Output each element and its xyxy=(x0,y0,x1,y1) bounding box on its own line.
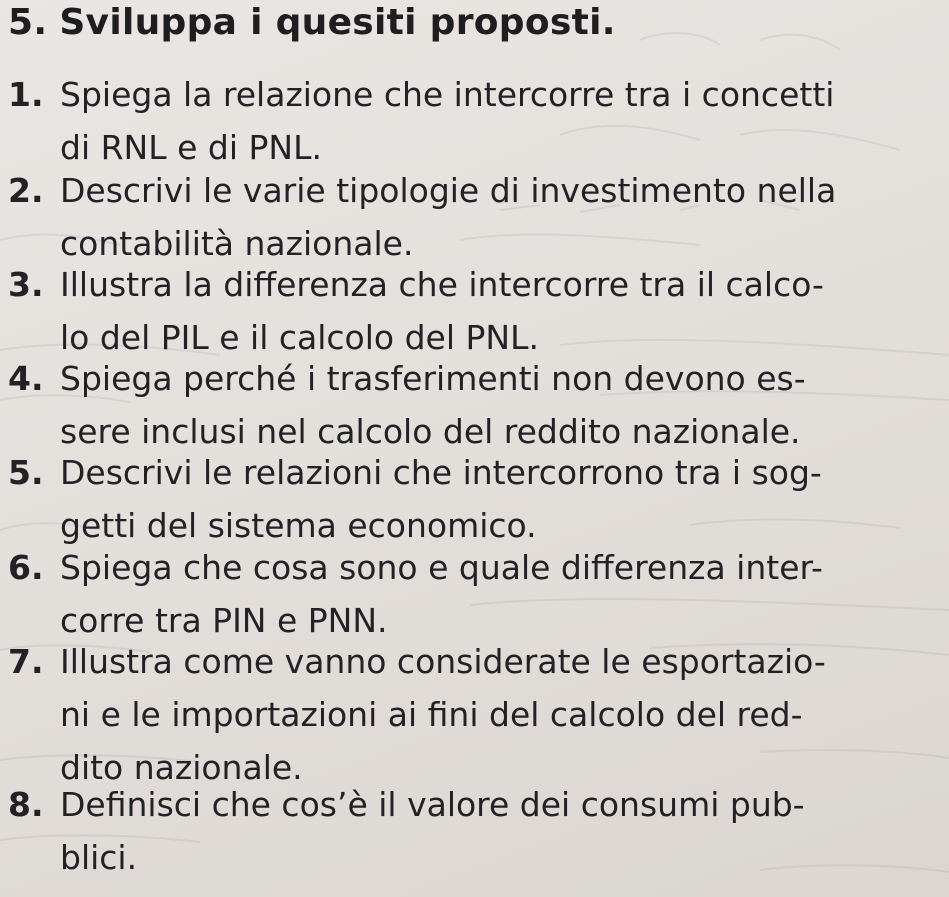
question-number: 8. xyxy=(8,785,44,824)
question-number: 6. xyxy=(8,548,44,587)
question-number: 4. xyxy=(8,359,44,398)
question-2 xyxy=(8,164,836,270)
question-text-line: Spiega perché i trasferimenti non devono es- xyxy=(60,359,806,398)
question-text-line: Illustra come vanno considerate le esportazio- xyxy=(60,642,826,681)
question-text-line: dito nazionale. xyxy=(60,748,303,787)
question-text-line: contabilità nazionale. xyxy=(60,224,414,263)
question-3 xyxy=(8,258,824,364)
question-7 xyxy=(8,635,826,794)
question-text-line: Illustra la differenza che intercorre tra il calco- xyxy=(60,265,824,304)
question-6 xyxy=(8,541,823,647)
question-1 xyxy=(8,68,834,174)
question-text-line: Definisci che cos’è il valore dei consumi pub- xyxy=(60,785,805,824)
question-5 xyxy=(8,446,822,552)
question-text-line: corre tra PIN e PNN. xyxy=(60,601,388,640)
question-number: 3. xyxy=(8,265,44,304)
question-8 xyxy=(8,778,805,884)
question-text-line: blici. xyxy=(60,838,138,877)
question-number: 2. xyxy=(8,171,44,210)
question-text-line: Spiega la relazione che intercorre tra i concetti xyxy=(60,75,835,114)
question-text-line: lo del PIL e il calcolo del PNL. xyxy=(60,318,539,357)
question-number: 7. xyxy=(8,642,44,681)
question-text-line: di RNL e di PNL. xyxy=(60,128,322,167)
exercise-number: 5. xyxy=(8,2,48,43)
question-number: 1. xyxy=(8,75,44,114)
exercise-heading xyxy=(8,2,616,43)
exercise-title: Sviluppa i quesiti proposti. xyxy=(59,2,616,43)
question-text-line: Spiega che cosa sono e quale differenza inter- xyxy=(60,548,823,587)
question-text-line: Descrivi le relazioni che intercorrono tra i sog- xyxy=(60,453,822,492)
question-text-line: sere inclusi nel calcolo del reddito nazionale. xyxy=(60,412,801,451)
question-text-line: getti del sistema economico. xyxy=(60,506,537,545)
question-4 xyxy=(8,352,806,458)
question-number: 5. xyxy=(8,453,44,492)
question-text-line: ni e le importazioni ai fini del calcolo del red- xyxy=(60,695,803,734)
question-text-line: Descrivi le varie tipologie di investimento nella xyxy=(60,171,837,210)
